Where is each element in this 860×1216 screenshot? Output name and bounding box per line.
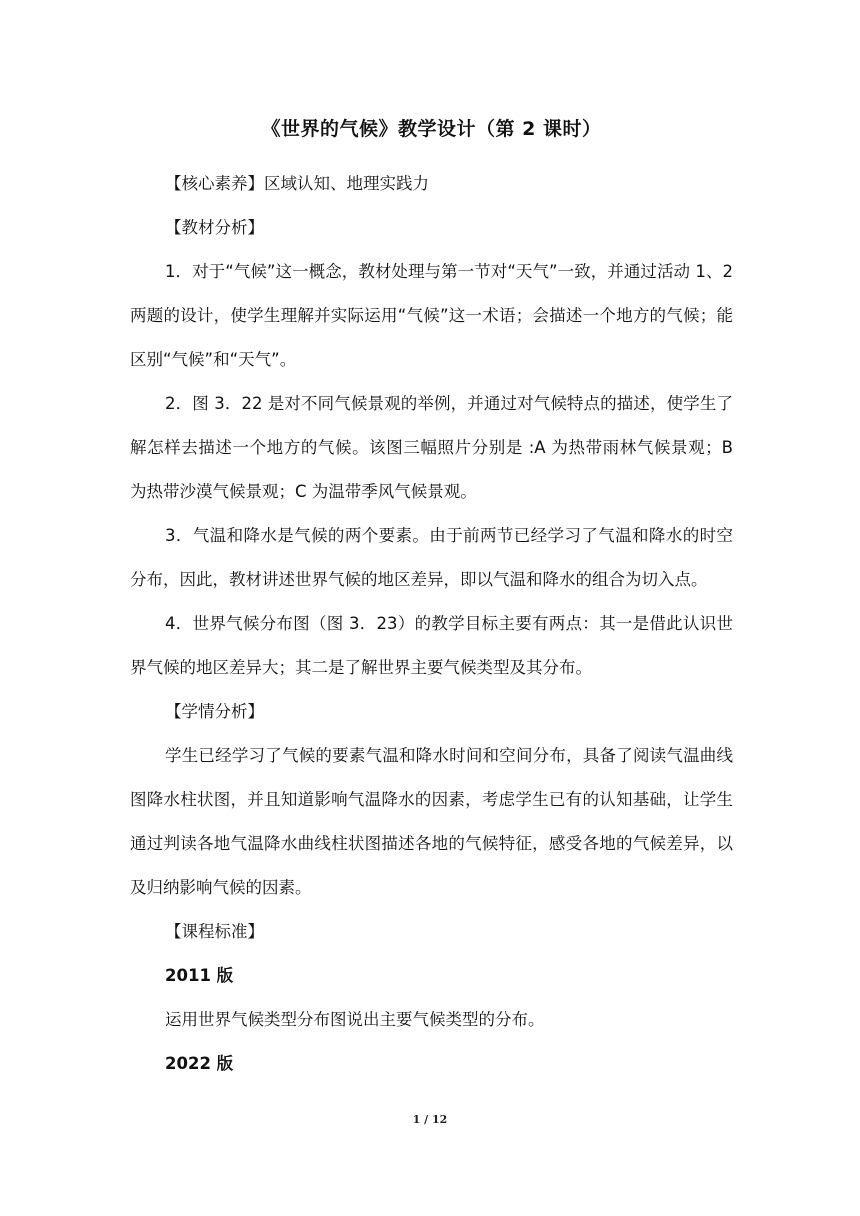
document-title: 《世界的气候》教学设计（第 2 课时） — [261, 118, 602, 140]
core-literacy-line: 【核心素养】区域认知、地理实践力 — [165, 174, 429, 193]
textbook-paragraph-4: 4．世界气候分布图（图 3．23）的教学目标主要有两点：其一是借此认识世界气候的地区差异大；其二是了解世界主要气候类型及其分布。 — [130, 614, 733, 677]
version-2011-text: 运用世界气候类型分布图说出主要气候类型的分布。 — [165, 1010, 545, 1029]
textbook-paragraph-2: 2．图 3．22 是对不同气候景观的举例，并通过对气候特点的描述，使学生了解怎样去描述一个地方的气候。该图三幅照片分别是 :A 为热带雨林气候景观；B 为热带沙漠气候景观；C 为温带季风气候景观。 — [130, 394, 733, 501]
document-body — [130, 116, 733, 1086]
textbook-paragraph-3: 3．气温和降水是气候的两个要素。由于前两节已经学习了气温和降水的时空分布，因此，教材讲述世界气候的地区差异，即以气温和降水的组合为切入点。 — [130, 526, 733, 589]
textbook-paragraph-1: 1．对于“气候”这一概念，教材处理与第一节对“天气”一致，并通过活动 1、2 两题的设计，使学生理解并实际运用“气候”这一术语；会描述一个地方的气候；能区别“气候”和“天气”。 — [130, 262, 733, 369]
page-number: 1 / 12 — [412, 1113, 448, 1126]
student-analysis-paragraph: 学生已经学习了气候的要素气温和降水时间和空间分布，具备了阅读气温曲线图降水柱状图，并且知道影响气温降水的因素，考虑学生已有的认知基础，让学生通过判读各地气温降水曲线柱状图描述各地的气候特征，感受各地的气候差异，以及归纳影响气候的因素。 — [130, 746, 733, 897]
version-2022-heading: 2022 版 — [165, 1054, 234, 1073]
student-analysis-heading: 【学情分析】 — [165, 702, 264, 721]
curriculum-standard-heading: 【课程标准】 — [165, 922, 264, 941]
textbook-analysis-heading: 【教材分析】 — [165, 218, 264, 237]
version-2011-heading: 2011 版 — [165, 966, 234, 985]
